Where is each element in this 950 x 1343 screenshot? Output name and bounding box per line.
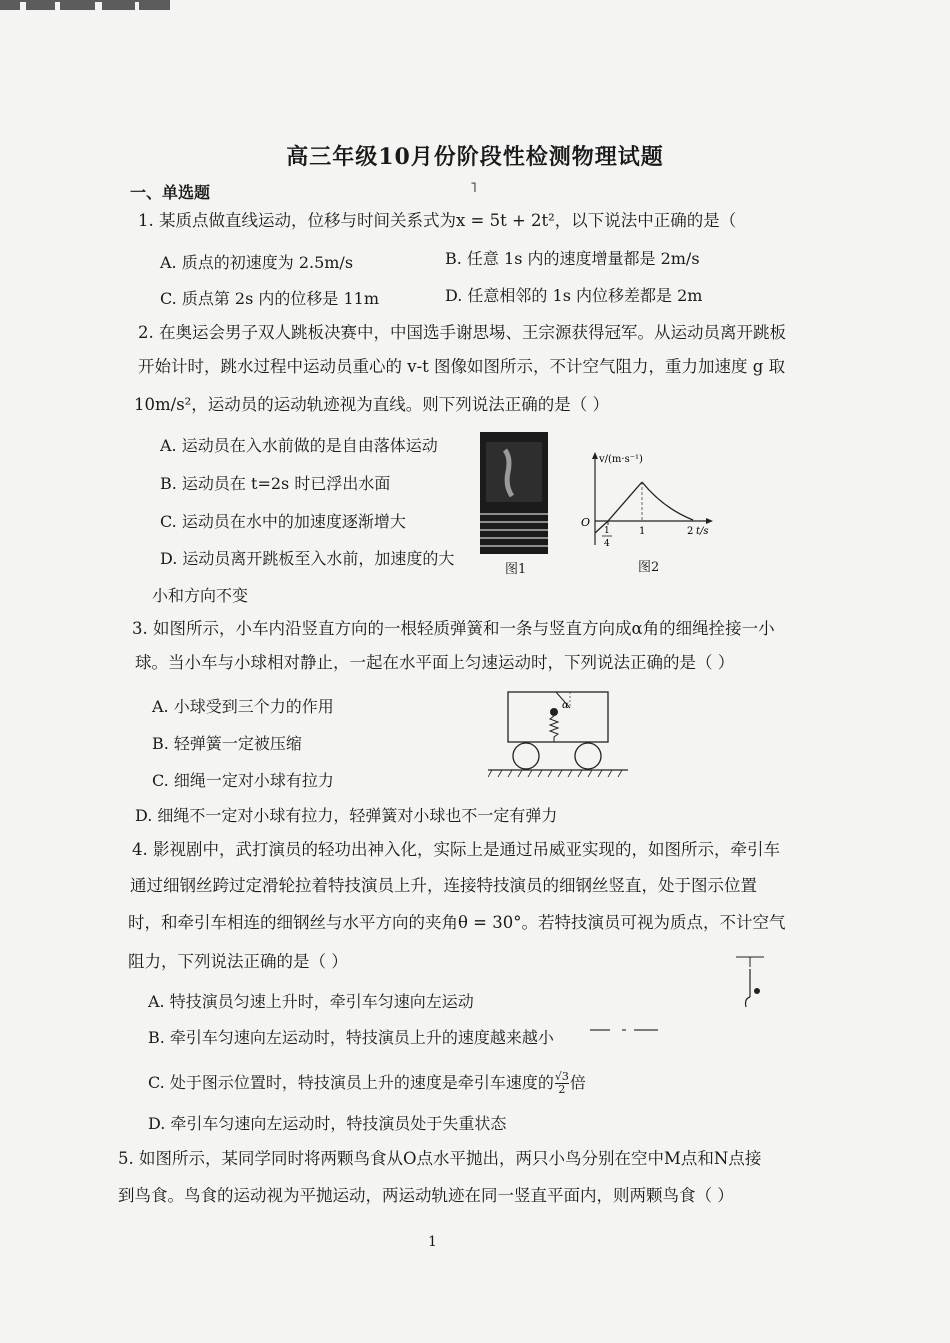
page-number: 1 <box>428 1234 437 1250</box>
q4-option-c <box>148 1070 586 1096</box>
q3-line-1: 3. 如图所示，小车内沿竖直方向的一根轻质弹簧和一条与竖直方向成α角的细绳拴接一小 <box>132 619 775 638</box>
q4-line-2: 通过细钢丝跨过定滑轮拉着特技演员上升，连接特技演员的细钢丝竖直，处于图示位置 <box>130 876 757 895</box>
q1-stem: 1. 某质点做直线运动，位移与时间关系式为x = 5t + 2t²，以下说法中正确的是（ <box>138 211 737 230</box>
q3-option-c: C. 细绳一定对小球有拉力 <box>152 771 334 790</box>
q2-line-3: 10m/s²，运动员的运动轨迹视为直线。则下列说法正确的是（ ） <box>134 395 610 414</box>
x-axis-arrow-icon <box>706 518 713 524</box>
fraction-denominator: 2 <box>558 1083 566 1096</box>
q5-line-2: 到鸟食。鸟食的运动视为平抛运动，两运动轨迹在同一竖直平面内，则两颗鸟食（ ） <box>118 1186 734 1205</box>
q4-option-d: D. 牵引车匀速向左运动时，特技演员处于失重状态 <box>148 1114 507 1133</box>
q1-option-a: A. 质点的初速度为 2.5m/s <box>160 253 354 272</box>
tick-fraction-numerator: 1 <box>604 526 610 536</box>
q3-option-a: A. 小球受到三个力的作用 <box>152 697 334 716</box>
cart-spring-figure <box>488 688 628 780</box>
stray-mark: ˥ <box>470 180 477 196</box>
q4-line-4: 阻力，下列说法正确的是（ ） <box>128 952 348 971</box>
sqrt3-over-2-fraction <box>555 1071 569 1096</box>
q4-line-1: 4. 影视剧中，武打演员的轻功出神入化，实际上是通过吊威亚实现的，如图所示，牵引车 <box>132 840 780 859</box>
diver-photo-figure <box>480 432 548 554</box>
y-axis-arrow-icon <box>592 452 598 459</box>
section-heading: 一、单选题 <box>130 183 211 202</box>
spring <box>550 716 558 742</box>
q5-line-1: 5. 如图所示，某同学同时将两颗鸟食从O点水平抛出，两只小鸟分别在空中M点和N点接 <box>118 1149 762 1168</box>
origin-label: O <box>581 516 591 529</box>
q1-option-c: C. 质点第 2s 内的位移是 11m <box>160 289 380 308</box>
vt-graph-figure <box>575 450 725 550</box>
vt-rising-line <box>595 482 642 533</box>
q4-option-c-text: C. 处于图示位置时，特技演员上升的速度是牵引车速度的 <box>148 1073 554 1092</box>
fraction-numerator: √3 <box>554 1069 569 1083</box>
tick-fraction-denominator: 4 <box>604 539 610 549</box>
vt-decay-curve <box>642 482 693 520</box>
page-title: 高三年级10月份阶段性检测物理试题 <box>286 144 664 170</box>
tick-1-label: 1 <box>639 526 646 537</box>
figure-2-caption: 图2 <box>638 560 660 575</box>
x-axis-label: t/s <box>696 526 709 537</box>
q2-line-1: 2. 在奥运会男子双人跳板决赛中，中国选手谢思埸、王宗源获得冠军。从运动员离开跳板 <box>138 323 786 342</box>
q4-option-a: A. 特技演员匀速上升时，牵引车匀速向左运动 <box>148 992 474 1011</box>
alpha-label: α <box>562 700 569 711</box>
q2-option-b: B. 运动员在 t=2s 时已浮出水面 <box>160 474 391 493</box>
wheel-left <box>513 743 539 769</box>
q3-option-b: B. 轻弹簧一定被压缩 <box>152 734 302 753</box>
q2-option-d-cont: 小和方向不变 <box>152 586 249 605</box>
q2-option-a: A. 运动员在入水前做的是自由落体运动 <box>160 436 438 455</box>
q4-option-b: B. 牵引车匀速向左运动时，特技演员上升的速度越来越小 <box>148 1028 554 1047</box>
q2-line-2: 开始计时，跳水过程中运动员重心的 v-t 图像如图所示，不计空气阻力，重力加速度 g 取 <box>138 357 786 376</box>
q4-line-3: 时，和牵引车相连的细钢丝与水平方向的夹角θ = 30°。若特技演员可视为质点，不计空气 <box>128 913 786 932</box>
figure-1-caption: 图1 <box>505 562 527 577</box>
q3-option-d: D. 细绳不一定对小球有拉力，轻弹簧对小球也不一定有弹力 <box>135 806 558 825</box>
q2-option-c: C. 运动员在水中的加速度逐渐增大 <box>160 512 406 531</box>
q4-option-c-suffix: 倍 <box>569 1073 586 1092</box>
ball <box>550 708 558 716</box>
wheel-right <box>575 743 601 769</box>
q2-option-d: D. 运动员离开跳板至入水前，加速度的大 <box>160 549 455 568</box>
y-axis-label: v/(m·s⁻¹) <box>599 454 643 465</box>
q1-option-d: D. 任意相邻的 1s 内位移差都是 2m <box>445 286 703 305</box>
wire-rig-figure <box>730 955 770 1015</box>
pulley-line-marks <box>590 1026 660 1034</box>
header-scan-artifact <box>0 0 175 12</box>
tick-2-label: 2 <box>687 526 694 537</box>
q3-line-2: 球。当小车与小球相对静止，一起在水平面上匀速运动时，下列说法正确的是（ ） <box>135 653 735 672</box>
q1-option-b: B. 任意 1s 内的速度增量都是 2m/s <box>445 249 700 268</box>
